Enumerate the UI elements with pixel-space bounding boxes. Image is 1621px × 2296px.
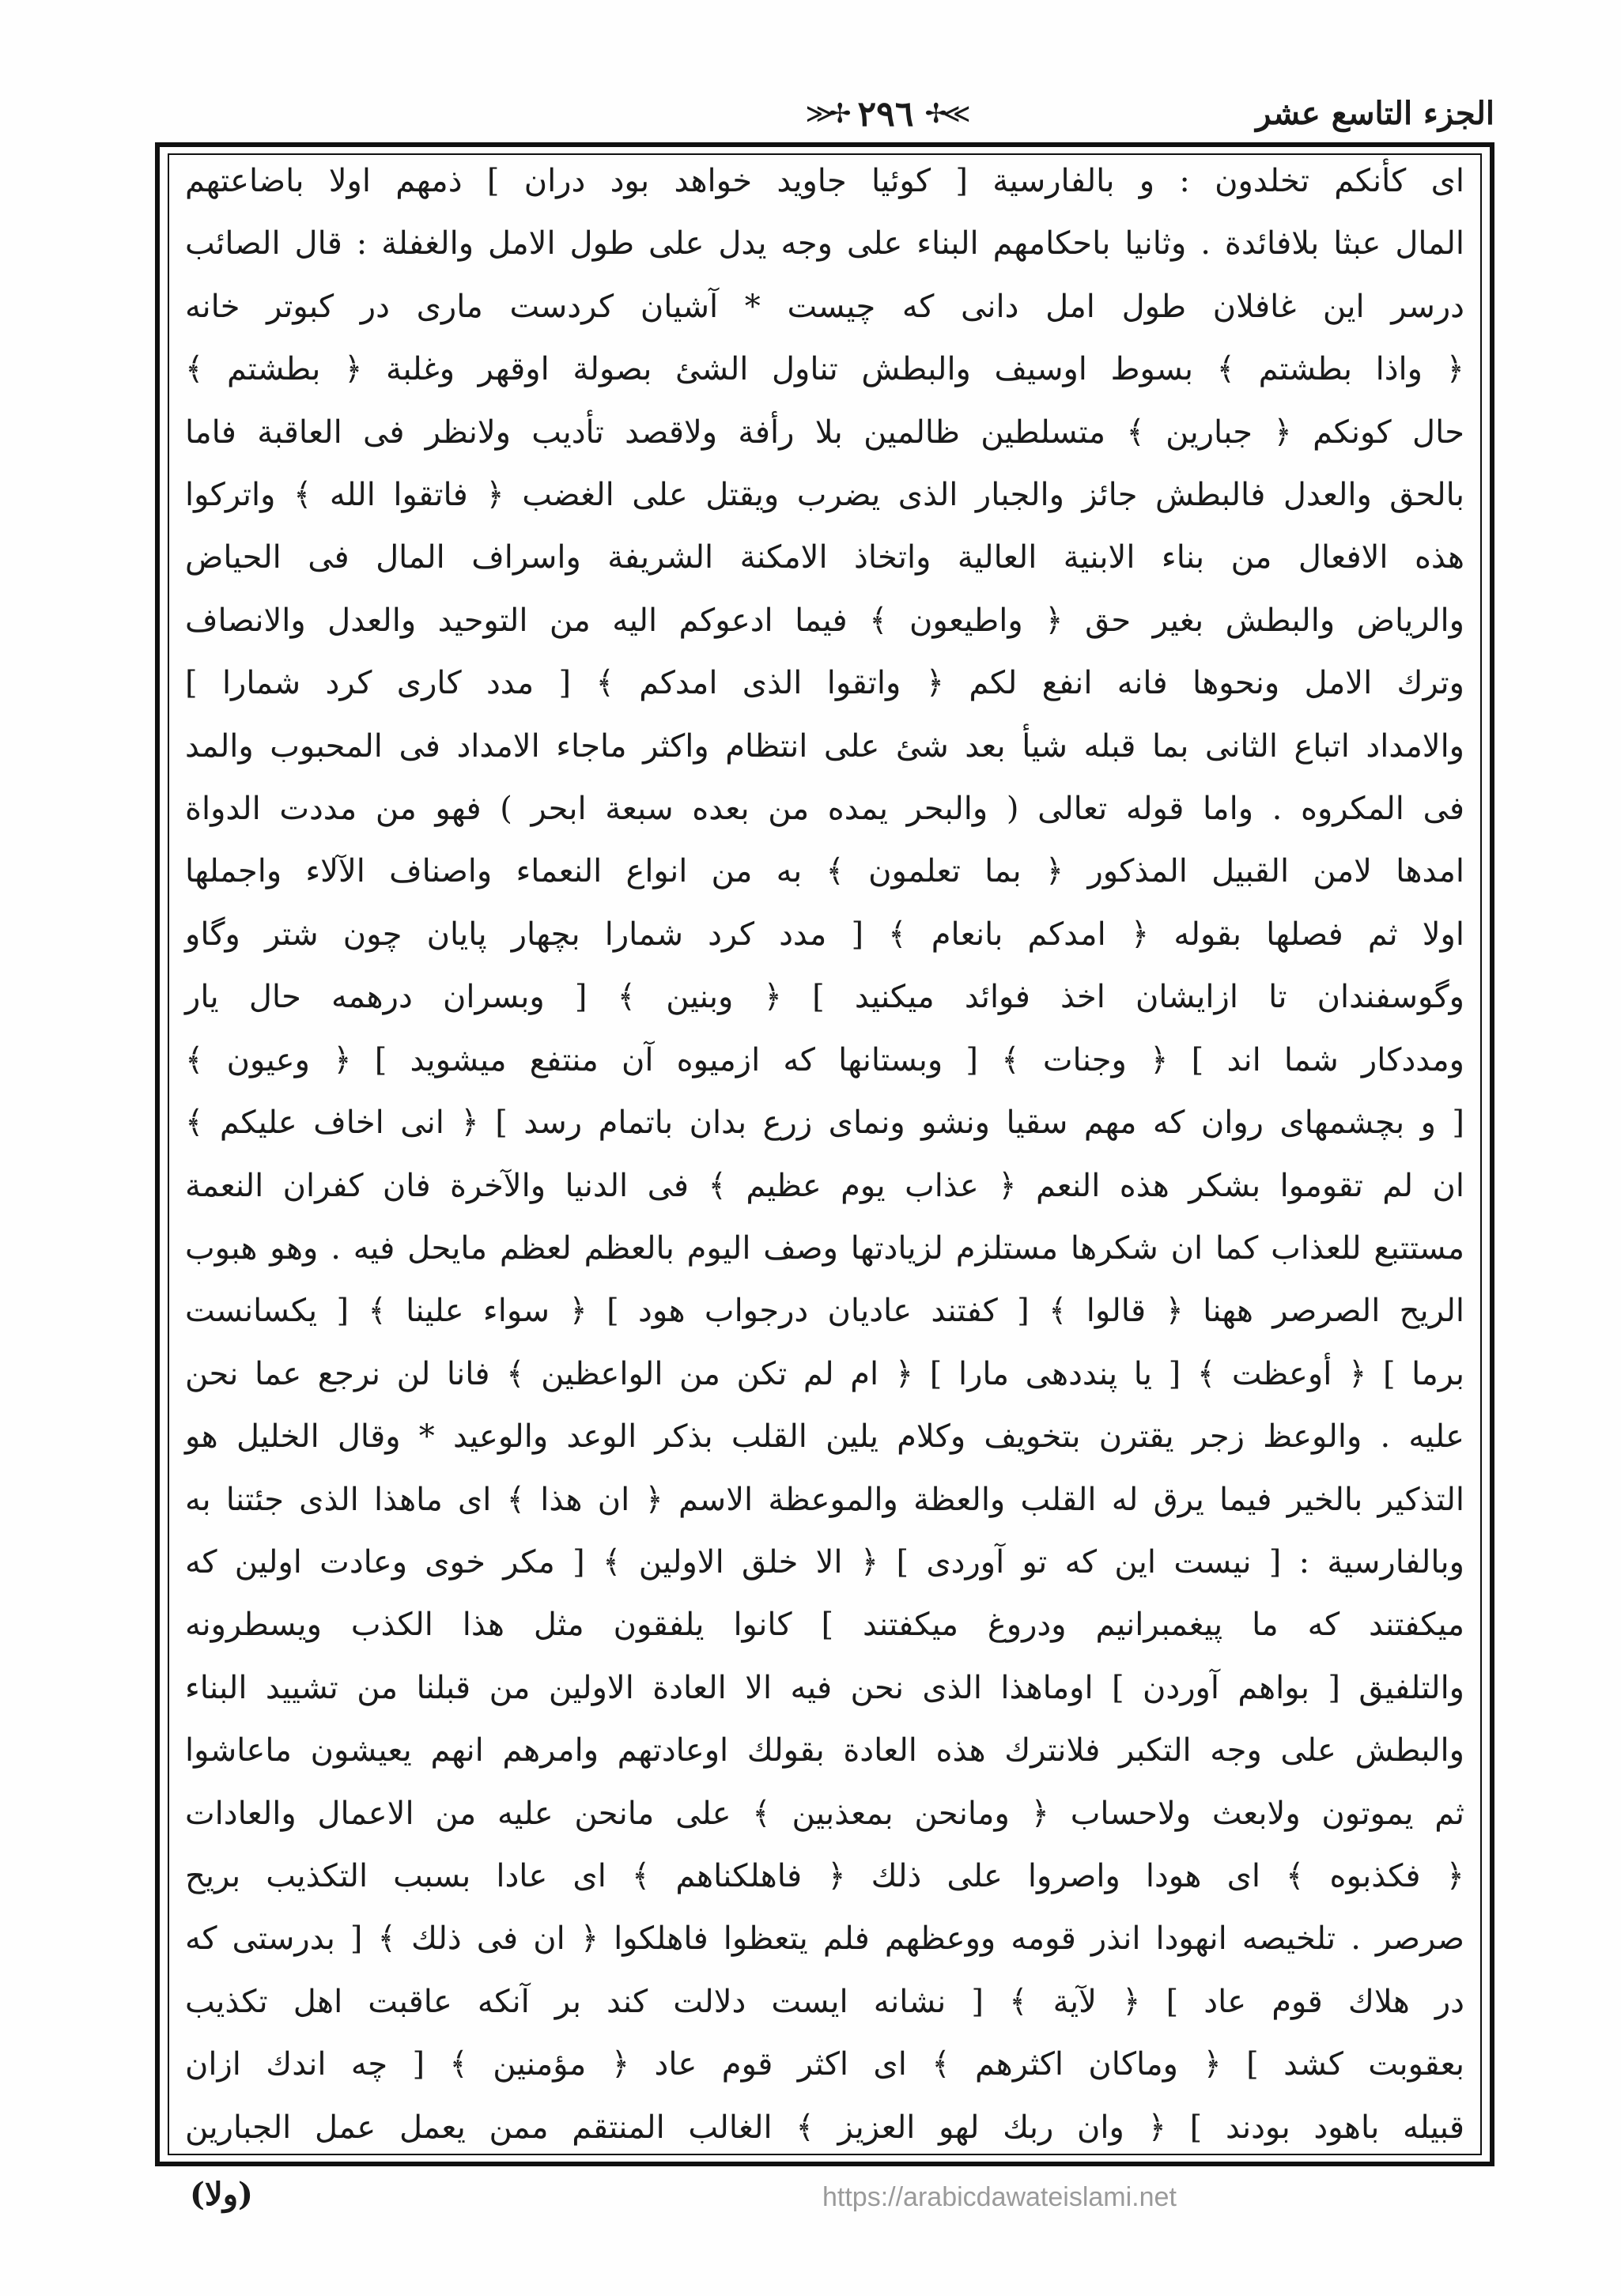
text-line: ثم يموتون ولابعث ولاحساب ﴿ ومانحن بمعذبين ﴾ على مانحن عليه من الاعمال والعادات <box>185 1795 1464 1832</box>
text-line: ان لم تقوموا بشكر هذه النعم ﴿ عذاب يوم عظيم ﴾ فى الدنيا والآخرة فان كفران النعمة <box>185 1167 1464 1204</box>
text-line: قبيله باهود بودند ] ﴿ وان ربك لهو العزيز ﴾ الغالب المنتقم ممن يعمل عمل الجبارين <box>185 2109 1464 2146</box>
text-line: اى كأنكم تخلدون : و بالفارسية [ كوئيا جاويد خواهد بود دران ] ذمهم اولا باضاعتهم <box>185 163 1464 199</box>
text-line: امدها لامن القبيل المذكور ﴿ بما تعلمون ﴾ به من انواع النعماء واصناف الآلاء واجملها <box>185 853 1464 890</box>
text-line: فى المكروه . واما قوله تعالى ( والبحر يمده من بعده سبعة ابحر ) فهو من مددت الدواة <box>185 791 1465 828</box>
page-header <box>119 89 1494 144</box>
body-text <box>176 158 1474 2151</box>
catchword: (ولا) <box>190 2176 253 2213</box>
watermark: https://arabicdawateislami.net <box>822 2182 1177 2212</box>
ornament-left-icon: ≫✢ <box>805 98 847 130</box>
text-line: والتلفيق [ بواهم آوردن ] اوماهذا الذى نحن فيه الا العادة الاولين من قبلنا من تشييد البناء <box>185 1669 1464 1706</box>
text-line: وگوسفندان تا ازايشان اخذ فوائد ميكنيد ] ﴿ وبنين ﴾ [ وبسران درهمه حال يار <box>185 979 1464 1016</box>
text-line: وترك الامل ونحوها فانه انفع لكم ﴿ واتقوا الذى امدكم ﴾ [ مدد كارى كرد شمارا ] <box>185 665 1464 702</box>
text-line: ومددكار شما اند ] ﴿ وجنات ﴾ [ وبستانها كه ازميوه آن منتفع ميشويد ] ﴿ وعيون ﴾ <box>185 1041 1464 1078</box>
page-number-group <box>783 89 988 139</box>
text-line: والرياض والبطش بغير حق ﴿ واطيعون ﴾ فيما ادعوكم اليه من التوحيد والعدل والانصاف <box>185 602 1464 639</box>
text-line: اولا ثم فصلها بقوله ﴿ امدكم بانعام ﴾ [ مدد كرد شمارا بچهار پايان چون شتر وگاو <box>185 916 1464 953</box>
page-number: ٢٩٦ <box>857 93 914 134</box>
text-line: [ و بچشمهاى روان كه مهم سقيا ونشو ونماى زرع بدان باتمام رسد ] ﴿ انى اخاف عليكم ﴾ <box>185 1105 1464 1142</box>
text-line: صرصر . تلخيصه انهودا انذر قومه ووعظهم فلم يتعظوا فاهلكوا ﴿ ان فى ذلك ﴾ [ بدرستى كه <box>185 1920 1465 1958</box>
text-line: بالحق والعدل فالبطش جائز والجبار الذى يضرب ويقتل على الغضب ﴿ فاتقوا الله ﴾ واتركوا <box>185 477 1464 514</box>
text-line: برما ] ﴿ أوعظت ﴾ [ يا پنددهى مارا ] ﴿ ام لم تكن من الواعظين ﴾ فانا لن نرجع عما نحن <box>185 1355 1464 1392</box>
text-line: ﴿ فكذبوه ﴾ اى هودا واصروا على ذلك ﴿ فاهلكناهم ﴾ اى عادا بسبب التكذيب بريح <box>185 1857 1464 1894</box>
running-title: الجزء التاسع عشر <box>1256 95 1494 132</box>
text-line: ﴿ واذا بطشتم ﴾ بسوط اوسيف والبطش تناول الشئ بصولة اوقهر وغلبة ﴿ بطشتم ﴾ <box>185 351 1464 388</box>
text-line: والبطش على وجه التكبر فلانترك هذه العادة بقولك اوعادتهم وامرهم انهم يعيشون ماعاشوا <box>185 1732 1464 1769</box>
text-line: التذكير بالخير فيما يرق له القلب والعظة والموعظة الاسم ﴿ ان هذا ﴾ اى ماهذا الذى جئتنا به <box>185 1481 1464 1518</box>
text-line: وبالفارسية : [ نيست اين كه تو آوردى ] ﴿ الا خلق الاولين ﴾ [ مكر خوى وعادت اولين كه <box>185 1543 1464 1580</box>
text-line: حال كونكم ﴿ جبارين ﴾ متسلطين ظالمين بلا رأفة ولاقصد تأديب ولانظر فى العاقبة فاما <box>185 414 1464 451</box>
text-line: مستتبع للعذاب كما ان شكرها مستلزم لزيادتها وصف اليوم بالعظم لعظم مايحل فيه . وهو هبوب <box>185 1229 1464 1267</box>
ornament-right-icon: ✢≪ <box>924 98 966 130</box>
text-line: الريح الصرصر ههنا ﴿ قالوا ﴾ [ كفتند عاديان درجواب هود ] ﴿ سواء علينا ﴾ [ يكسانست <box>185 1293 1464 1330</box>
text-line: المال عبثا بلافائدة . وثانيا باحكامهم البناء على وجه يدل على طول الامل والغفلة : قال الصائب <box>185 225 1464 262</box>
text-line: بعقوبت كشد ] ﴿ وماكان اكثرهم ﴾ اى اكثر قوم عاد ﴿ مؤمنين ﴾ [ چه اندك ازان <box>185 2046 1464 2083</box>
text-line: درسر اين غافلان طول امل دانى كه چيست * آشيان كردست مارى در كبوتر خانه <box>185 288 1464 325</box>
text-line: عليه . والوعظ زجر يقترن بتخويف وكلام يلين القلب بذكر الوعد والوعيد * وقال الخليل هو <box>185 1418 1464 1456</box>
text-line: هذه الافعال من بناء الابنية العالية واتخاذ الامكنة الشريفة واسراف المال فى الحياض <box>185 539 1464 576</box>
text-line: در هلاك قوم عاد ] ﴿ لآية ﴾ [ نشانه ايست دلالت كند بر آنكه عاقبت اهل تكذيب <box>185 1983 1464 2020</box>
text-line: والامداد اتباع الثانى بما قبله شيأ بعد شئ على انتظام واكثر ماجاء الامداد فى المحبوب والمد <box>185 727 1464 765</box>
text-line: ميكفتند كه ما پيغمبرانيم ودروغ ميكفتند ] كانوا يلفقون مثل هذا الكذب ويسطرونه <box>185 1607 1464 1644</box>
